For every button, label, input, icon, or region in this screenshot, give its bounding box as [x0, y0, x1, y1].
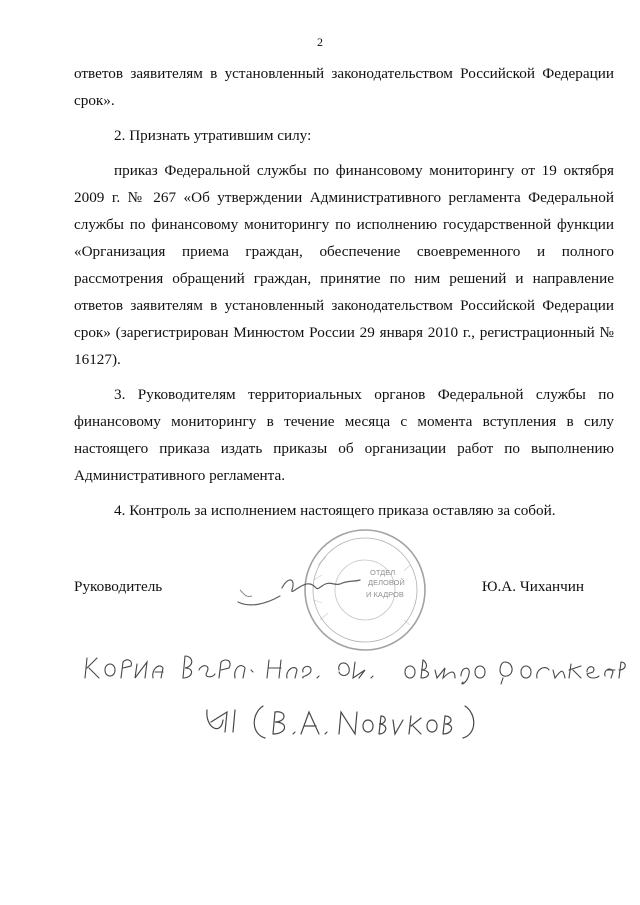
- signer-name: Ю.А. Чиханчин: [481, 578, 584, 595]
- stamp-line-2: ДЕЛОВОЙ: [368, 578, 405, 587]
- stamp-line-3: И КАДРОВ: [366, 590, 404, 599]
- stamp-line-1: ОТДЕЛ: [370, 568, 396, 577]
- paragraph-item-3: 3. Руководителям территориальных органов Федеральной службы по финансовому мониторингу в течение месяца с момента вступления в силу настоящего приказа издать приказы об организации работ по выполнению Административного регламента.: [74, 386, 614, 484]
- page-number: 2: [317, 35, 323, 49]
- signer-title: Руководитель: [74, 578, 163, 595]
- paragraph-item-4: 4. Контроль за исполнением настоящего приказа оставляю за собой.: [114, 502, 556, 519]
- document-body: [74, 60, 614, 524]
- paragraph-revoked-order: приказ Федеральной службы по финансовому мониторингу от 19 октября 2009 г. № 267 «Об утверждении Административного регламента Федеральной службы по финансовому мониторингу по исполнению государственной функции «Организация приема граждан, обеспечение своевременного и полного рассмотрения обращений граждан, принятие по ним решений и направление ответов заявителям в установленный законодательством Российской Федерации срок» (зарегистрирован Минюстом России 29 января 2010 г., регистрационный № 16127).: [74, 162, 614, 368]
- paragraph-item-2: 2. Признать утратившим силу:: [114, 127, 312, 144]
- paragraph-continuation: ответов заявителям в установленный законодательством Российской Федерации срок».: [74, 65, 614, 109]
- signature-block: [74, 578, 614, 602]
- handwritten-certification: [75, 640, 635, 760]
